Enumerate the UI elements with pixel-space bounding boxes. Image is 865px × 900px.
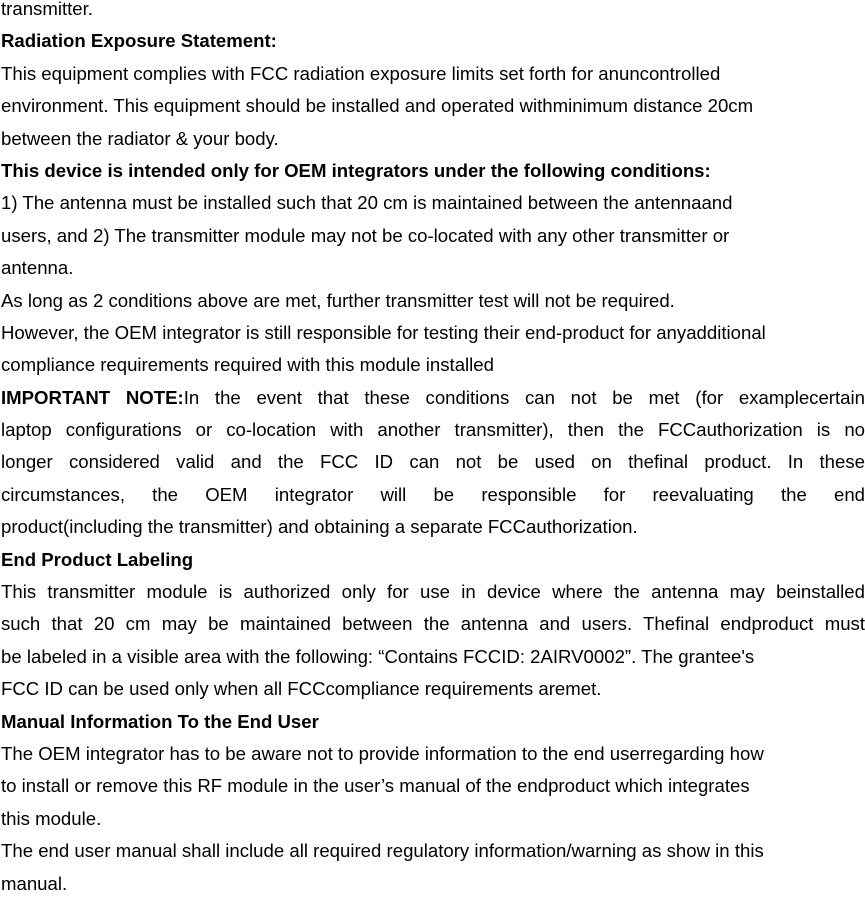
- section-heading-end-product-labeling: End Product Labeling: [1, 548, 194, 570]
- text-line: manual.: [1, 872, 68, 894]
- text-line: As long as 2 conditions above are met, further transmitter test will not be required.: [1, 289, 675, 311]
- text-line: to install or remove this RF module in the user’s manual of the endproduct which integrates: [1, 775, 750, 797]
- text-line: between the radiator & your body.: [1, 127, 279, 149]
- text-line: However, the OEM integrator is still responsible for testing their end-product for anyadditional: [1, 321, 766, 343]
- text-line: be labeled in a visible area with the following: “Contains FCCID: 2AIRV0002”. The grantee's: [1, 645, 755, 667]
- section-heading-manual-information: Manual Information To the End User: [1, 710, 319, 732]
- text-line: This transmitter module is authorized only for use in device where the antenna may beinstalled: [1, 581, 865, 603]
- text-line: longer considered valid and the FCC ID can not be used on thefinal product. In these: [1, 451, 865, 473]
- text-line: antenna.: [1, 257, 74, 279]
- section-heading-radiation-exposure: Radiation Exposure Statement:: [1, 30, 277, 52]
- text-line: product(including the transmitter) and obtaining a separate FCCauthorization.: [1, 516, 638, 538]
- text-line: transmitter.: [1, 0, 93, 19]
- text-line: users, and 2) The transmitter module may not be co-located with any other transmitter or: [1, 224, 730, 246]
- text-line: This equipment complies with FCC radiation exposure limits set forth for anuncontrolled: [1, 62, 721, 84]
- text-line: environment. This equipment should be installed and operated withminimum distance 20cm: [1, 95, 754, 117]
- text-line: compliance requirements required with this module installed: [1, 354, 494, 376]
- important-note-text: In the event that these conditions can not be met (for examplecertain: [183, 386, 865, 408]
- section-heading-oem-conditions: This device is intended only for OEM integrators under the following conditions:: [1, 159, 711, 181]
- text-line: 1) The antenna must be installed such that 20 cm is maintained between the antennaand: [1, 192, 733, 214]
- text-line: circumstances, the OEM integrator will be responsible for reevaluating the end: [1, 483, 865, 505]
- text-line: FCC ID can be used only when all FCCcompliance requirements aremet.: [1, 678, 602, 700]
- important-note-line: [0, 382, 865, 414]
- text-line: laptop configurations or co-location with another transmitter), then the FCCauthorization is no: [1, 419, 865, 441]
- text-line: The OEM integrator has to be aware not to provide information to the end userregarding how: [1, 742, 764, 764]
- text-line: this module.: [1, 807, 102, 829]
- text-line: The end user manual shall include all required regulatory information/warning as show in this: [1, 840, 764, 862]
- text-line: such that 20 cm may be maintained between the antenna and users. Thefinal endproduct must: [1, 613, 865, 635]
- important-note-label: IMPORTANT NOTE:: [1, 386, 184, 408]
